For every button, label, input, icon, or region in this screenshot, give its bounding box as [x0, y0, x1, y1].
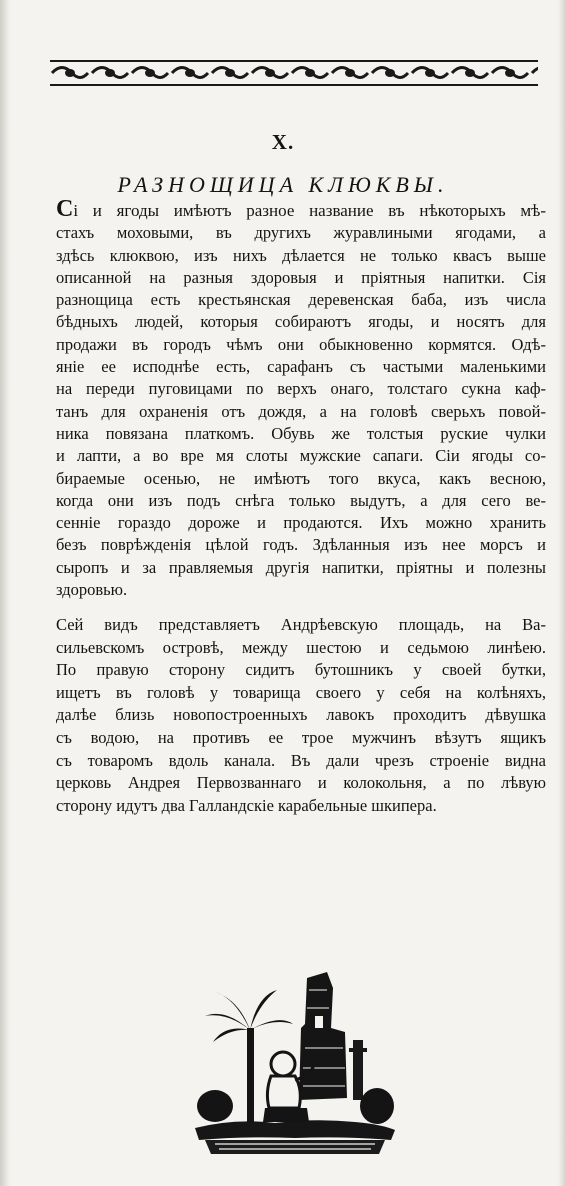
text-line: танъ для охраненія отъ дождя, а на головѣ сверьхъ повой-	[56, 401, 546, 421]
woodcut-vignette	[195, 968, 395, 1158]
text-line: съ водою, на противъ ее трое мужчинъ вѣзутъ ящикъ	[56, 727, 546, 747]
text-line: когда они изъ подъ снѣга только выдутъ, а для сего ве-	[56, 490, 546, 510]
text-line: ника повязана платкомъ. Обувь же толстыя руские чулки	[56, 423, 546, 443]
text-line: продажи въ городъ чѣмъ они обыкновенно кормятся. Одѣ-	[56, 334, 546, 354]
text-line: бѣдныхъ людей, которыя собираютъ ягоды, и носятъ для	[56, 312, 546, 332]
text-line: сторону идутъ два Галландскiе карабельные шкипера.	[56, 795, 437, 815]
decorative-header-band	[50, 56, 538, 90]
text-line: Сей видъ представляетъ Андрѣевскую площадь, на Ва-	[56, 615, 546, 634]
text-line: яніе ее исподнѣе есть, сарафанъ съ частыми маленькими	[56, 357, 546, 377]
text-line: сильевскомъ островѣ, между шестою и седьмою линѣею.	[56, 637, 546, 657]
text-line: бираемые осенью, не имѣютъ того вкуса, какъ весною,	[56, 468, 546, 488]
paragraph-berry-seller	[56, 198, 546, 601]
ornament-leaf	[265, 69, 275, 77]
ornament-leaf	[345, 69, 355, 77]
ornament-leaf	[505, 69, 515, 77]
text-line: здѣсь клюквою, изъ нихъ дѣлается не только квасъ выше	[56, 245, 546, 265]
paragraph-scene-description	[56, 614, 546, 817]
ornament-leaf	[105, 69, 115, 77]
ornament-leaf	[185, 69, 195, 77]
text-line: безъ поврѣжденія цѣлой годъ. Здѣланныя изъ нее морсъ и	[56, 535, 546, 555]
text-line: сеннiе гораздо дороже и продаются. Ихъ можно хранить	[56, 513, 546, 533]
text-line	[56, 198, 546, 222]
ornament-leaf	[65, 69, 75, 77]
text-line: и лапти, а во вре мя слоты мужские сапаги. Сіи ягоды со-	[56, 446, 546, 466]
ornament-leaf	[225, 69, 235, 77]
text-line: По правую сторону сидитъ бутошникъ у своей бутки,	[56, 660, 546, 680]
drop-cap: С	[56, 196, 74, 222]
text-line: на переди пуговицами по верхъ онаго, толстаго сукна каф-	[56, 379, 546, 399]
text-line: описанной на разныя здоровыя и прiятныя напитки. Сія	[56, 267, 546, 287]
chapter-number: X.	[271, 130, 295, 154]
ornament-scroll	[532, 68, 538, 78]
text-line: церковь Андрея Первозваннаго и колокольня, а по лѣвую	[56, 773, 546, 793]
text-line: далѣе близь новопостроенныхъ лавокъ проходитъ дѣвушка	[56, 705, 546, 725]
text-line: сыропъ и за правляемыя другiя напитки, прiятны и полезны	[56, 557, 546, 577]
ornament-leaf	[385, 69, 395, 77]
ornament-leaf	[145, 69, 155, 77]
text-line: стахъ моховыми, въ другихъ журавлиными ягодами, а	[56, 223, 546, 243]
text-line: разнощица есть крестьянская деревенская баба, изъ числа	[56, 290, 546, 310]
ornament-leaf	[465, 69, 475, 77]
ornament-leaf	[305, 69, 315, 77]
text-line: съ товаромъ вдоль канала. Въ дали чрезъ строенiе видна	[56, 750, 546, 770]
text-line-content: і и ягоды имѣютъ разное название въ нѣкоторыхъ мѣ-	[73, 201, 546, 220]
text-line: ищетъ въ головѣ у товарища своего у себя на колѣняхъ,	[56, 682, 546, 702]
chapter-title: РАЗНОЩИЦА КЛЮКВЫ.	[117, 172, 449, 197]
text-line: здоровью.	[56, 580, 128, 600]
ornament-leaf	[425, 69, 435, 77]
